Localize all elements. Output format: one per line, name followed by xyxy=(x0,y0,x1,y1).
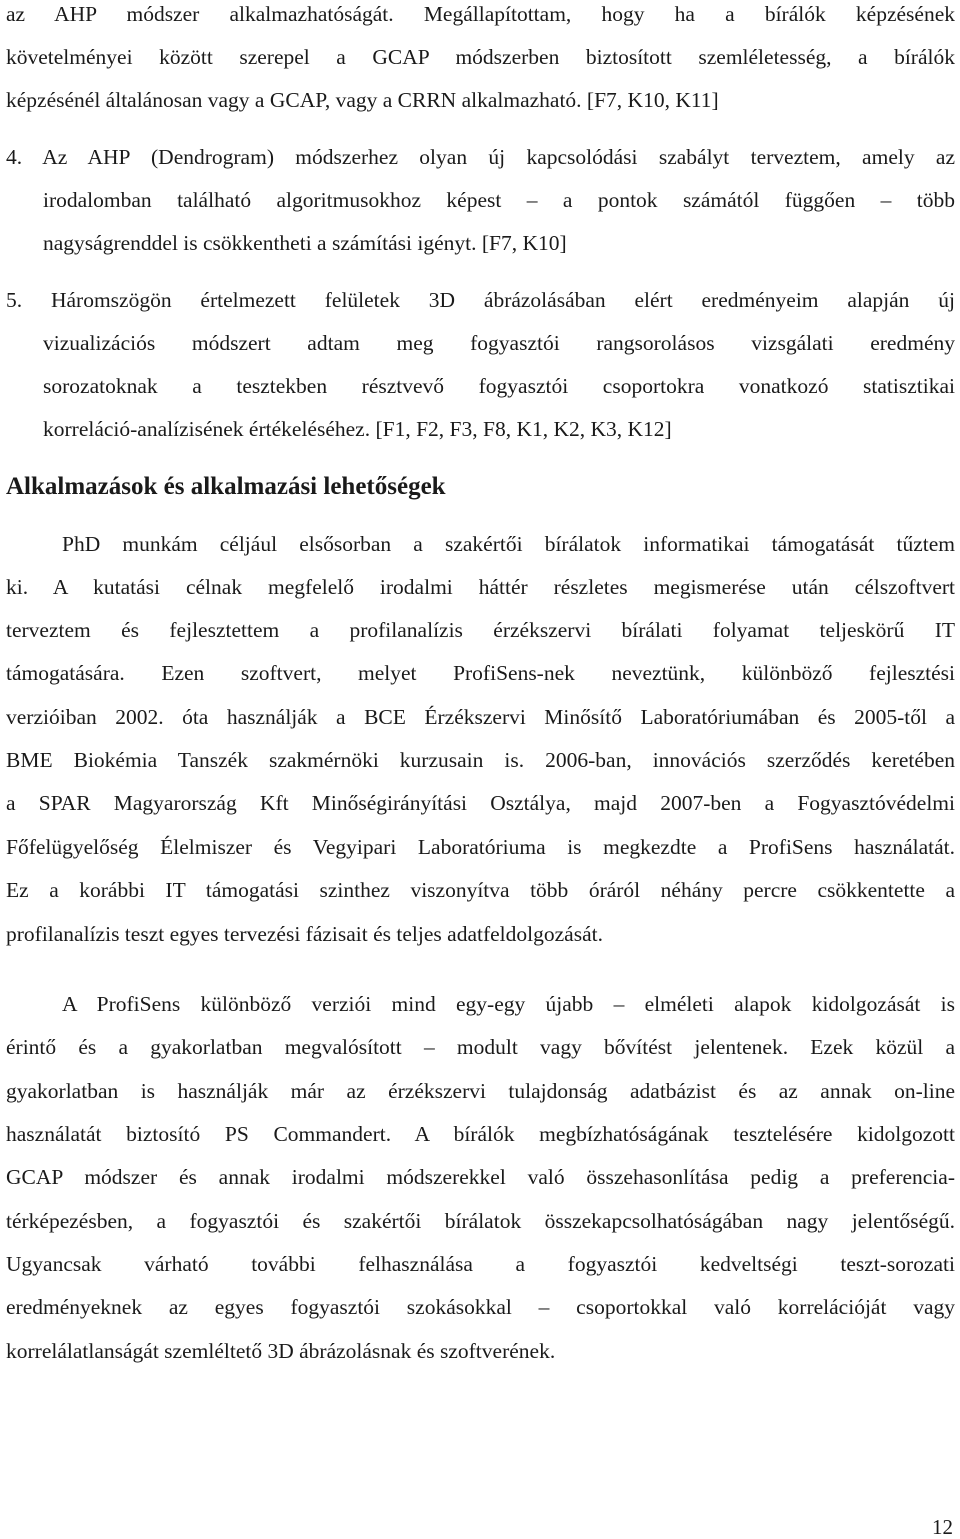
paragraph-1-line-9: Ez a korábbi IT támogatási szinthez viszonyítva több óráról néhány percre csökkentette a xyxy=(6,878,955,902)
item-4-line-2: irodalomban található algoritmusokhoz képest – a pontok számától függően – több xyxy=(43,188,955,212)
paragraph-1-line-7: a SPAR Magyarország Kft Minőségirányítási Osztálya, majd 2007-ben a Fogyasztóvédelmi xyxy=(6,791,955,815)
paragraph-1-line-10: profilanalízis teszt egyes tervezési fázisait és teljes adatfeldolgozását. xyxy=(6,922,603,946)
paragraph-2-line-4: használatát biztosító PS Commandert. A bírálók megbízhatóságának tesztelésére kidolgozott xyxy=(6,1122,955,1146)
intro-line-2: követelményei között szerepel a GCAP módszerben biztosított szemléletesség, a bírálók xyxy=(6,45,955,69)
paragraph-1-line-2: ki. A kutatási célnak megfelelő irodalmi háttér részletes megismerése után célszoftvert xyxy=(6,575,955,599)
item-5-line-4: korreláció-analízisének értékeléséhez. [F1, F2, F3, F8, K1, K2, K3, K12] xyxy=(43,417,672,441)
item-4-line-1: 4. Az AHP (Dendrogram) módszerhez olyan új kapcsolódási szabályt terveztem, amely az xyxy=(6,145,955,169)
paragraph-1-line-4: támogatására. Ezen szoftvert, melyet ProfiSens-nek neveztünk, különböző fejlesztési xyxy=(6,661,955,685)
item-5-line-1: 5. Háromszögön értelmezett felületek 3D ábrázolásában elért eredményeim alapján új xyxy=(6,288,955,312)
paragraph-1-line-6: BME Biokémia Tanszék szakmérnöki kurzusain is. 2006-ban, innovációs szerződés keretében xyxy=(6,748,955,772)
item-4-line-3: nagyságrenddel is csökkentheti a számítási igényt. [F7, K10] xyxy=(43,231,567,255)
paragraph-2-line-7: Ugyancsak várható további felhasználása a fogyasztói kedveltségi teszt-sorozati xyxy=(6,1252,955,1276)
paragraph-2-line-5: GCAP módszer és annak irodalmi módszerekkel való összehasonlítása pedig a preferencia- xyxy=(6,1165,955,1189)
paragraph-2-line-9: korrelálatlanságát szemléltető 3D ábrázolásnak és szoftverének. xyxy=(6,1339,556,1363)
item-5-line-2: vizualizációs módszert adtam meg fogyasztói rangsorolásos vizsgálati eredmény xyxy=(43,331,955,355)
paragraph-2-line-6: térképezésben, a fogyasztói és szakértői bírálatok összekapcsolhatóságában nagy jelentőségű. xyxy=(6,1209,955,1233)
paragraph-2-line-3: gyakorlatban is használják már az érzékszervi tulajdonság adatbázist és az annak on-line xyxy=(6,1079,955,1103)
paragraph-2-line-8: eredményeknek az egyes fogyasztói szokásokkal – csoportokkal való korrelációját vagy xyxy=(6,1295,955,1319)
intro-line-1: az AHP módszer alkalmazhatóságát. Megállapítottam, hogy ha a bírálók képzésének xyxy=(6,2,955,26)
paragraph-1-line-5: verzióiban 2002. óta használják a BCE Érzékszervi Minősítő Laboratóriumában és 2005-től a xyxy=(6,705,955,729)
page-number: 12 xyxy=(932,1515,953,1539)
paragraph-1-line-3: terveztem és fejlesztettem a profilanalízis érzékszervi bírálati folyamat teljeskörű IT xyxy=(6,618,955,642)
intro-line-3: képzésénél általánosan vagy a GCAP, vagy a CRRN alkalmazható. [F7, K10, K11] xyxy=(6,88,719,112)
paragraph-1-line-8: Főfelügyelőség Élelmiszer és Vegyipari Laboratóriuma is megkezdte a ProfiSens használatát. xyxy=(6,835,955,859)
paragraph-2-line-1: A ProfiSens különböző verziói mind egy-egy újabb – elméleti alapok kidolgozását is xyxy=(62,992,955,1016)
section-heading: Alkalmazások és alkalmazási lehetőségek xyxy=(6,473,446,500)
item-5-line-3: sorozatoknak a tesztekben résztvevő fogyasztói csoportokra vonatkozó statisztikai xyxy=(43,374,955,398)
paragraph-1-line-1: PhD munkám céljául elsősorban a szakértői bírálatok informatikai támogatását tűztem xyxy=(62,532,955,556)
paragraph-2-line-2: érintő és a gyakorlatban megvalósított – modult vagy bővítést jelentenek. Ezek közül a xyxy=(6,1035,955,1059)
